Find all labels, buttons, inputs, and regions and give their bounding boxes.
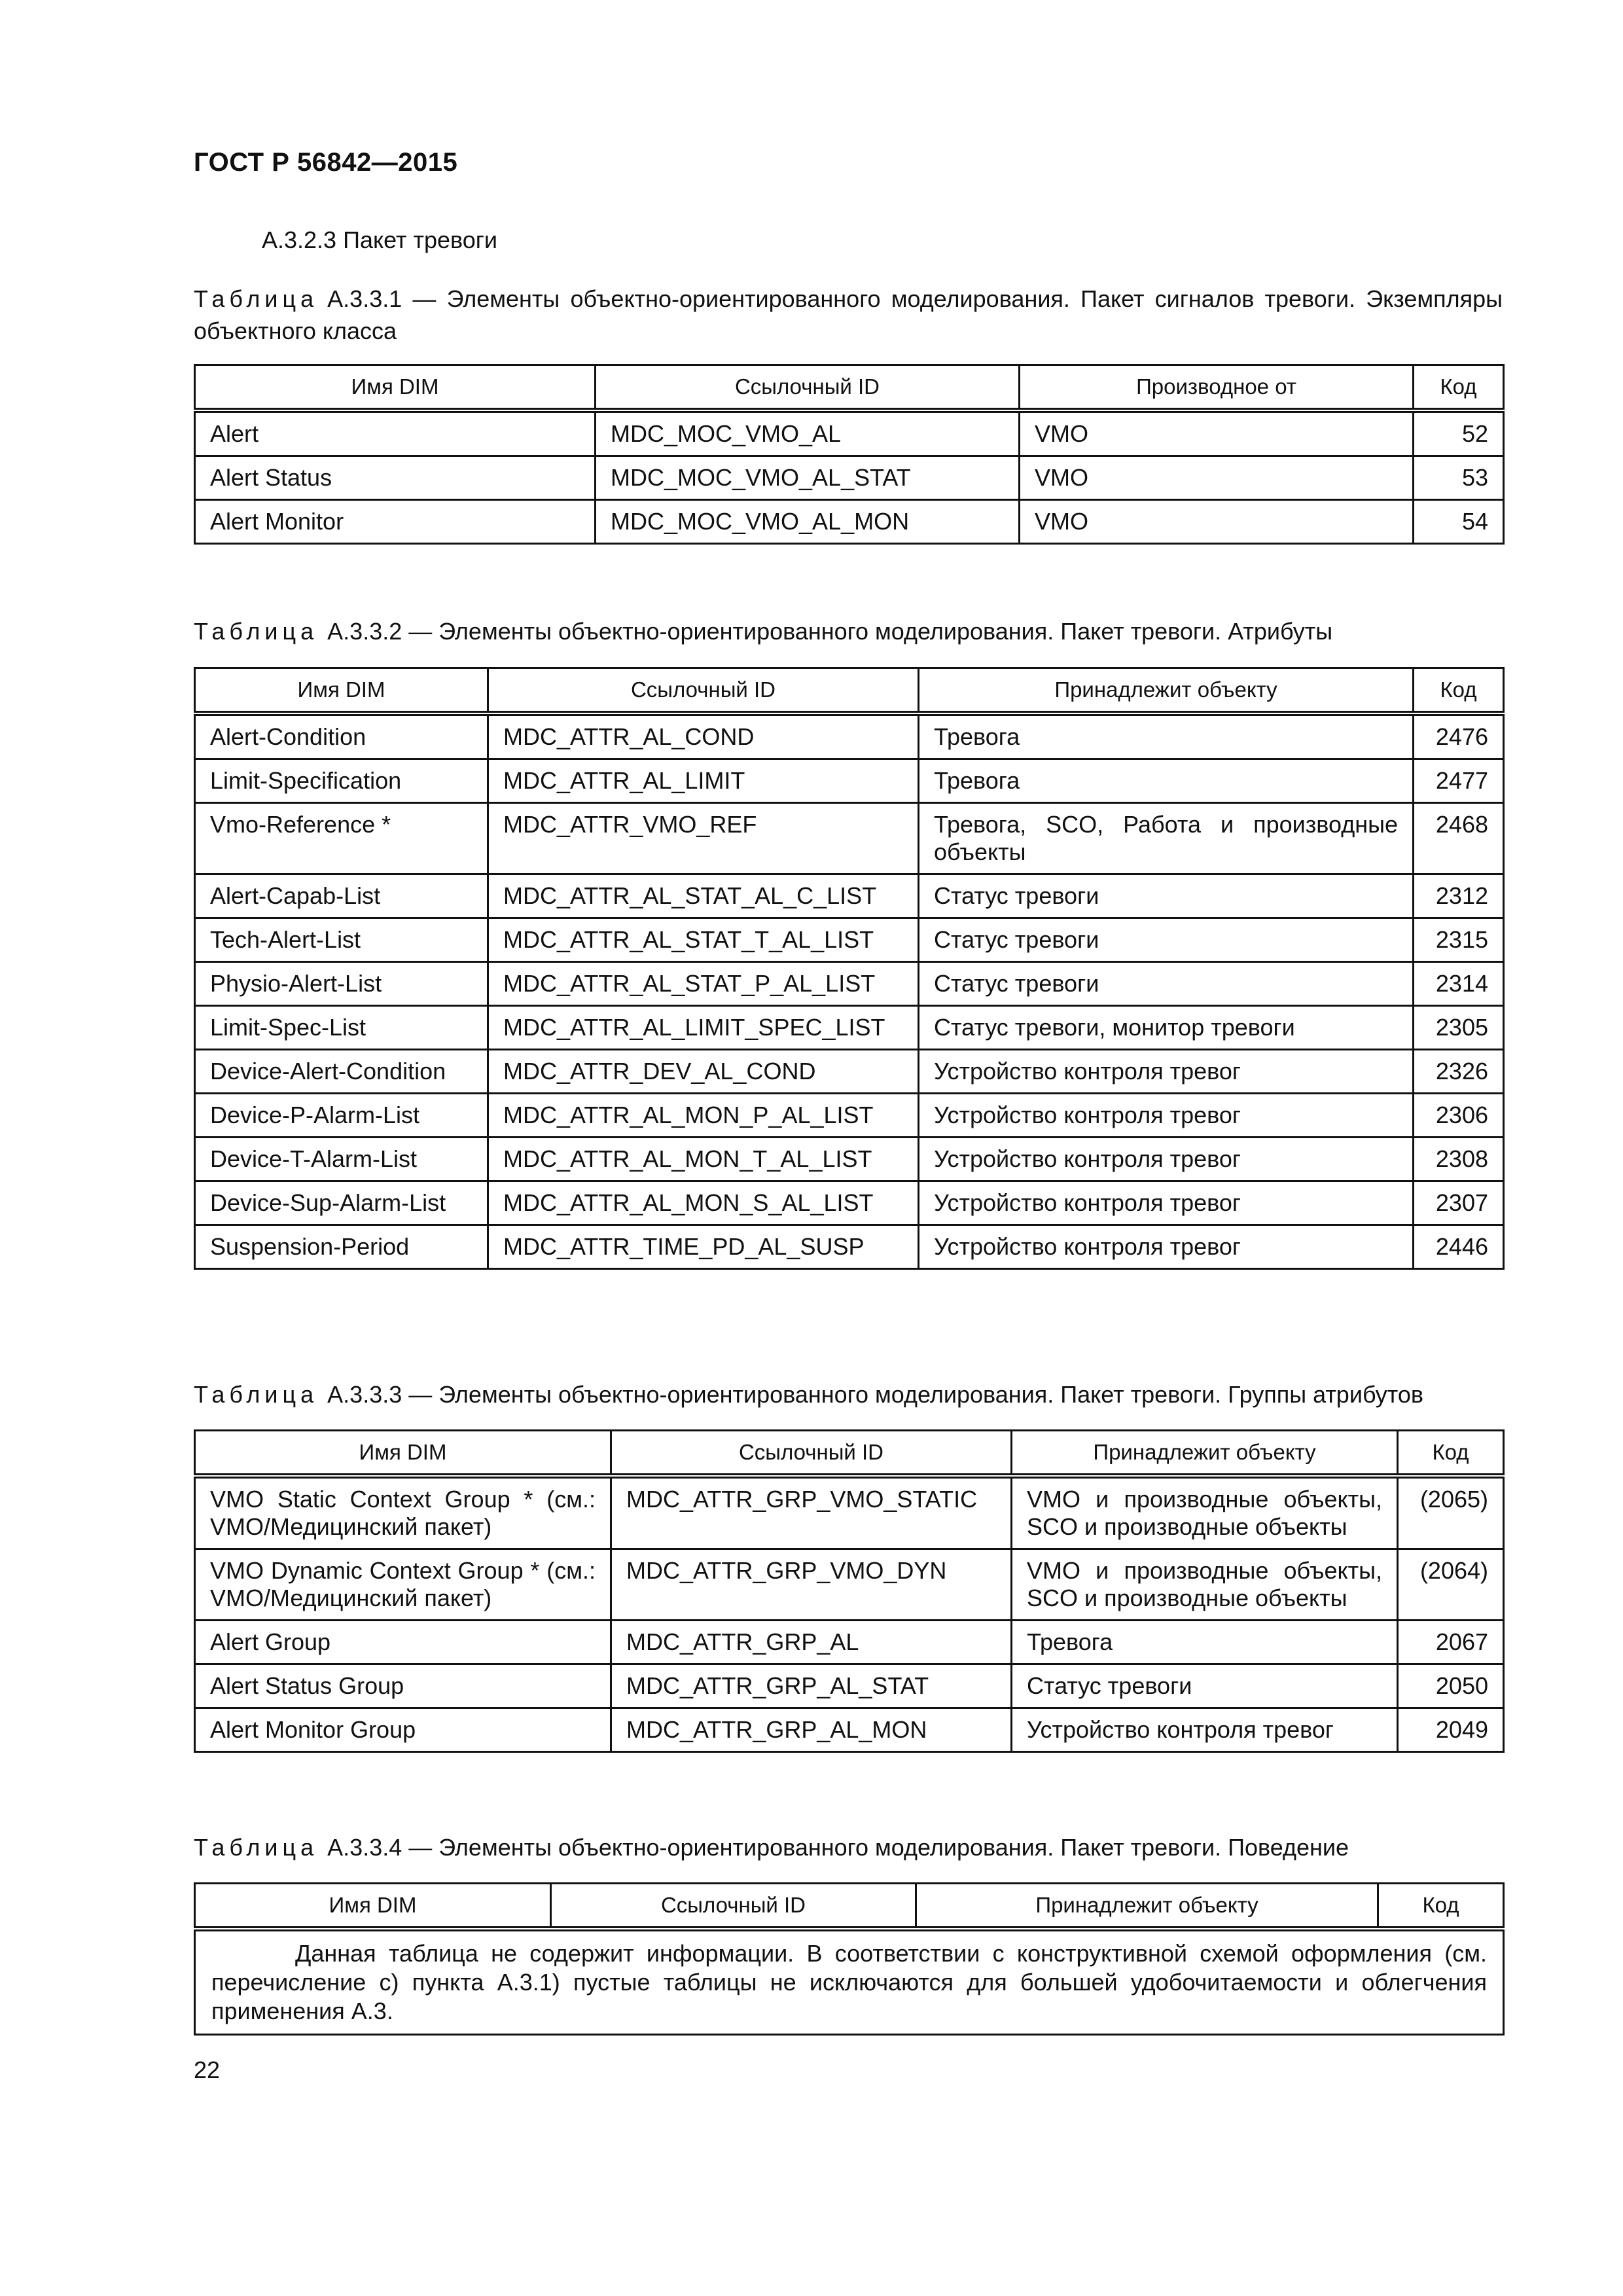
table-row bbox=[195, 1708, 1504, 1752]
table-cell: MDC_ATTR_AL_STAT_T_AL_LIST bbox=[488, 918, 919, 962]
caption-text: А.3.3.1 — Элементы объектно-ориентированного моделирования. Пакет сигналов тревоги. Экземпляры объектного класса bbox=[194, 285, 1503, 344]
table-cell: (2064) bbox=[1398, 1549, 1504, 1621]
table-behavior bbox=[194, 1882, 1505, 2036]
table-cell: Suspension-Period bbox=[195, 1225, 488, 1269]
column-header: Принадлежит объекту bbox=[916, 1884, 1378, 1929]
table-cell: Physio-Alert-List bbox=[195, 962, 488, 1006]
table-cell: MDC_ATTR_GRP_AL_MON bbox=[611, 1708, 1012, 1752]
table-cell: 52 bbox=[1414, 410, 1504, 456]
table-cell: Тревога, SCO, Работа и производные объекты bbox=[919, 803, 1414, 874]
table-cell: 2307 bbox=[1414, 1181, 1504, 1225]
table-cell: Тревога bbox=[1012, 1621, 1398, 1664]
table-header-row bbox=[195, 1431, 1504, 1477]
table-caption bbox=[194, 1378, 1503, 1410]
table-cell: MDC_ATTR_TIME_PD_AL_SUSP bbox=[488, 1225, 919, 1269]
table-cell: 2308 bbox=[1414, 1138, 1504, 1181]
table-cell: 53 bbox=[1414, 456, 1504, 500]
table-cell: MDC_ATTR_GRP_VMO_DYN bbox=[611, 1549, 1012, 1621]
table-cell: 54 bbox=[1414, 500, 1504, 544]
column-header: Код bbox=[1414, 668, 1504, 714]
caption-label: Таблица bbox=[194, 285, 319, 312]
table-cell: (2065) bbox=[1398, 1476, 1504, 1549]
column-header: Код bbox=[1414, 365, 1504, 411]
table-cell: Alert Status Group bbox=[195, 1664, 611, 1708]
table-cell: 2468 bbox=[1414, 803, 1504, 874]
table-row bbox=[195, 1050, 1504, 1094]
table-caption bbox=[194, 283, 1503, 347]
table-cell: Статус тревоги bbox=[919, 874, 1414, 918]
table-cell: Alert Status bbox=[195, 456, 596, 500]
table-cell: Device-Alert-Condition bbox=[195, 1050, 488, 1094]
table-row bbox=[195, 500, 1504, 544]
table-row bbox=[195, 1138, 1504, 1181]
table-row bbox=[195, 759, 1504, 803]
table-cell: Alert Monitor bbox=[195, 500, 596, 544]
table-cell: Device-Sup-Alarm-List bbox=[195, 1181, 488, 1225]
caption-text: А.3.3.2 — Элементы объектно-ориентированного моделирования. Пакет тревоги. Атрибуты bbox=[327, 618, 1333, 645]
table-cell: MDC_ATTR_AL_LIMIT bbox=[488, 759, 919, 803]
table-row bbox=[195, 410, 1504, 456]
table-cell: 2476 bbox=[1414, 713, 1504, 759]
table-row bbox=[195, 1549, 1504, 1621]
table-cell: Alert Group bbox=[195, 1621, 611, 1664]
table-cell: Статус тревоги bbox=[919, 962, 1414, 1006]
table-attributes bbox=[194, 667, 1505, 1270]
table-cell: Тревога bbox=[919, 759, 1414, 803]
caption-label: Таблица bbox=[194, 618, 319, 645]
table-cell: 2312 bbox=[1414, 874, 1504, 918]
table-cell: 2067 bbox=[1398, 1621, 1504, 1664]
table-cell: VMO bbox=[1020, 456, 1414, 500]
caption-text: А.3.3.3 — Элементы объектно-ориентированного моделирования. Пакет тревоги. Группы атрибутов bbox=[327, 1381, 1423, 1408]
table-cell: Limit-Specification bbox=[195, 759, 488, 803]
table-cell: MDC_ATTR_DEV_AL_COND bbox=[488, 1050, 919, 1094]
caption-text: А.3.3.4 — Элементы объектно-ориентированного моделирования. Пакет тревоги. Поведение bbox=[327, 1834, 1349, 1861]
table-cell: VMO Dynamic Context Group * (см.: VMO/Медицинский пакет) bbox=[195, 1549, 611, 1621]
table-cell: Alert bbox=[195, 410, 596, 456]
table-cell: 2315 bbox=[1414, 918, 1504, 962]
table-cell: 2477 bbox=[1414, 759, 1504, 803]
table-cell: Device-T-Alarm-List bbox=[195, 1138, 488, 1181]
table-cell: 2305 bbox=[1414, 1006, 1504, 1050]
table-header-row bbox=[195, 1884, 1504, 1929]
table-cell: MDC_ATTR_GRP_AL bbox=[611, 1621, 1012, 1664]
table-cell: Alert Monitor Group bbox=[195, 1708, 611, 1752]
table-row bbox=[195, 1664, 1504, 1708]
column-header: Принадлежит объекту bbox=[919, 668, 1414, 714]
table-cell: 2050 bbox=[1398, 1664, 1504, 1708]
table-row bbox=[195, 456, 1504, 500]
table-row bbox=[195, 1006, 1504, 1050]
table-row bbox=[195, 962, 1504, 1006]
page-number: 22 bbox=[194, 2056, 221, 2083]
table-cell: Vmo-Reference * bbox=[195, 803, 488, 874]
table-cell: MDC_ATTR_AL_MON_T_AL_LIST bbox=[488, 1138, 919, 1181]
table-row bbox=[195, 1225, 1504, 1269]
table-cell: Alert-Condition bbox=[195, 713, 488, 759]
table-cell: VMO и производные объекты, SCO и производные объекты bbox=[1012, 1476, 1398, 1549]
table-cell: MDC_ATTR_AL_MON_P_AL_LIST bbox=[488, 1094, 919, 1138]
table-cell: Статус тревоги bbox=[919, 918, 1414, 962]
section-heading: А.3.2.3 Пакет тревоги bbox=[262, 226, 497, 253]
column-header: Имя DIM bbox=[195, 365, 596, 411]
document-header: ГОСТ Р 56842—2015 bbox=[194, 148, 458, 177]
caption-label: Таблица bbox=[194, 1381, 319, 1408]
column-header: Имя DIM bbox=[195, 1884, 551, 1929]
column-header: Код bbox=[1378, 1884, 1504, 1929]
column-header: Производное от bbox=[1020, 365, 1414, 411]
table-cell: Статус тревоги bbox=[1012, 1664, 1398, 1708]
table-row bbox=[195, 918, 1504, 962]
table-cell: MDC_MOC_VMO_AL bbox=[596, 410, 1020, 456]
table-cell: MDC_ATTR_AL_COND bbox=[488, 713, 919, 759]
table-cell: MDC_ATTR_AL_MON_S_AL_LIST bbox=[488, 1181, 919, 1225]
table-cell: MDC_MOC_VMO_AL_STAT bbox=[596, 456, 1020, 500]
table-cell: Устройство контроля тревог bbox=[1012, 1708, 1398, 1752]
table-cell: VMO bbox=[1020, 410, 1414, 456]
table-row bbox=[195, 874, 1504, 918]
column-header: Код bbox=[1398, 1431, 1504, 1477]
table-row bbox=[195, 713, 1504, 759]
table-cell: Tech-Alert-List bbox=[195, 918, 488, 962]
table-cell: MDC_ATTR_AL_LIMIT_SPEC_LIST bbox=[488, 1006, 919, 1050]
column-header: Ссылочный ID bbox=[596, 365, 1020, 411]
table-cell: MDC_ATTR_AL_STAT_P_AL_LIST bbox=[488, 962, 919, 1006]
table-cell: 2446 bbox=[1414, 1225, 1504, 1269]
table-cell: MDC_MOC_VMO_AL_MON bbox=[596, 500, 1020, 544]
column-header: Ссылочный ID bbox=[611, 1431, 1012, 1477]
table-cell: Тревога bbox=[919, 713, 1414, 759]
table-cell: 2306 bbox=[1414, 1094, 1504, 1138]
table-object-classes bbox=[194, 364, 1505, 545]
table-cell: Alert-Capab-List bbox=[195, 874, 488, 918]
table-note: Данная таблица не содержит информации. В соответствии с конструктивной схемой оформления (см. перечисление с) пункта А.3.1) пустые таблицы не исключаются для большей удобочитаемости и облегчения применения А.3. bbox=[195, 1929, 1504, 2035]
table-row bbox=[195, 1094, 1504, 1138]
table-cell: VMO bbox=[1020, 500, 1414, 544]
table-cell: MDC_ATTR_GRP_AL_STAT bbox=[611, 1664, 1012, 1708]
table-cell: Устройство контроля тревог bbox=[919, 1050, 1414, 1094]
table-cell: MDC_ATTR_GRP_VMO_STATIC bbox=[611, 1476, 1012, 1549]
column-header: Принадлежит объекту bbox=[1012, 1431, 1398, 1477]
table-cell: 2049 bbox=[1398, 1708, 1504, 1752]
table-cell: Статус тревоги, монитор тревоги bbox=[919, 1006, 1414, 1050]
table-cell: MDC_ATTR_VMO_REF bbox=[488, 803, 919, 874]
table-cell: Устройство контроля тревог bbox=[919, 1225, 1414, 1269]
caption-label: Таблица bbox=[194, 1834, 319, 1861]
table-cell: Устройство контроля тревог bbox=[919, 1138, 1414, 1181]
table-caption bbox=[194, 615, 1503, 647]
table-cell: Устройство контроля тревог bbox=[919, 1094, 1414, 1138]
table-attribute-groups bbox=[194, 1429, 1505, 1753]
table-cell: Устройство контроля тревог bbox=[919, 1181, 1414, 1225]
table-caption bbox=[194, 1831, 1503, 1863]
column-header: Имя DIM bbox=[195, 668, 488, 714]
column-header: Имя DIM bbox=[195, 1431, 611, 1477]
table-row bbox=[195, 1621, 1504, 1664]
table-cell: 2314 bbox=[1414, 962, 1504, 1006]
table-row bbox=[195, 1181, 1504, 1225]
table-cell: Device-P-Alarm-List bbox=[195, 1094, 488, 1138]
table-note-row bbox=[195, 1929, 1504, 2035]
table-cell: 2326 bbox=[1414, 1050, 1504, 1094]
table-cell: VMO и производные объекты, SCO и производные объекты bbox=[1012, 1549, 1398, 1621]
column-header: Ссылочный ID bbox=[488, 668, 919, 714]
column-header: Ссылочный ID bbox=[551, 1884, 916, 1929]
table-row bbox=[195, 1476, 1504, 1549]
table-cell: MDC_ATTR_AL_STAT_AL_C_LIST bbox=[488, 874, 919, 918]
table-cell: VMO Static Context Group * (см.: VMO/Медицинский пакет) bbox=[195, 1476, 611, 1549]
table-cell: Limit-Spec-List bbox=[195, 1006, 488, 1050]
table-header-row bbox=[195, 668, 1504, 714]
table-header-row bbox=[195, 365, 1504, 411]
table-row bbox=[195, 803, 1504, 874]
